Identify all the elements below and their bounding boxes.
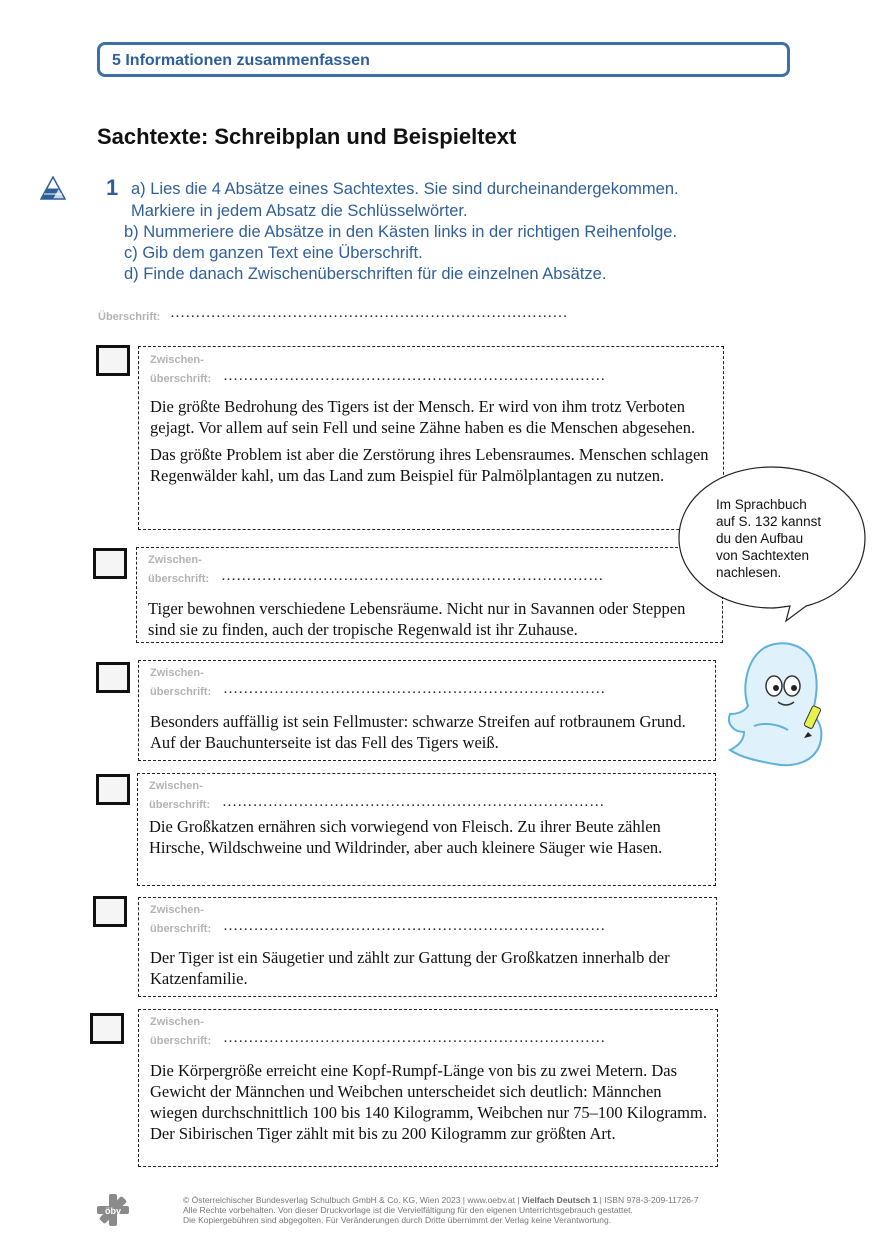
subheading-write-line[interactable]: …………………………………………………………………	[223, 918, 606, 934]
ghost-mascot-icon	[724, 640, 836, 770]
subheading-label-line2: überschrift:	[150, 686, 212, 698]
subheading-write-line[interactable]: …………………………………………………………………	[223, 681, 606, 697]
footer-line-1: © Österreichischer Bundesverlag Schulbuch GmbH & Co. KG, Wien 2023 | www.oebv.at | Vielfach Deutsch 1 | ISBN 978-3-209-11726-7	[183, 1195, 699, 1205]
paragraph-box-6	[138, 1009, 718, 1167]
task-instruction-b: b) Nummeriere die Absätze in den Kästen links in der richtigen Reihenfolge.	[124, 223, 678, 241]
difficulty-level-icon	[40, 176, 66, 200]
subheading-label-line1: Zwischen-	[150, 1016, 204, 1028]
paragraph-sentence: Die Körpergröße erreicht eine Kopf-Rumpf-Länge von bis zu zwei Metern. Das Gewicht der Männchen und Weibchen unterscheidet sich deutlich: Männchen wiegen durchschnittlich 100 bis 140 Kilogramm, Weibchen nur 75–100 Kilogramm. Der Sibirischen Tiger zählt mit bis zu 200 Kilogramm zur größten Art.	[150, 1061, 707, 1143]
paragraph-box-5	[138, 897, 717, 997]
subheading-label-line2: überschrift:	[148, 573, 210, 585]
subheading-label-line1: Zwischen-	[150, 904, 204, 916]
subheading-label-line1: Zwischen-	[150, 354, 204, 366]
oebv-logo-text: öbv	[104, 1206, 122, 1216]
subheading-label-line2: überschrift:	[149, 799, 211, 811]
footer-line-2: Alle Rechte vorbehalten. Von dieser Druckvorlage ist die Vervielfältigung für den eigenen Unterrichtsgebrauch gestattet.	[183, 1205, 633, 1215]
subheading-write-line[interactable]: …………………………………………………………………	[223, 1030, 606, 1046]
paragraph-sentence: Besonders auffällig ist sein Fellmuster: schwarze Streifen auf rotbraunem Grund. Auf der Bauchunterseite ist das Fell des Tigers weiß.	[150, 712, 686, 752]
speech-bubble-text: Im Sprachbuch auf S. 132 kannst du den Aufbau von Sachtexten nachlesen.	[716, 497, 822, 580]
subheading-label-line1: Zwischen-	[149, 780, 203, 792]
subheading-label-line2: überschrift:	[150, 1035, 212, 1047]
task-instruction-c: c) Gib dem ganzen Text eine Überschrift.	[124, 244, 423, 262]
title-write-line[interactable]: ……………………………………………………………………	[170, 305, 568, 321]
footer-line-3: Die Kopiergebühren sind abgegolten. Für Veränderungen durch Dritte übernimmt der Verlag keine Verantwortung.	[183, 1215, 612, 1225]
order-number-box-2[interactable]	[93, 548, 127, 579]
oebv-logo-icon	[96, 1193, 130, 1227]
paragraph-box-1	[138, 346, 724, 530]
paragraph-text	[149, 816, 707, 864]
subheading-write-line[interactable]: …………………………………………………………………	[223, 368, 606, 384]
order-number-box-3[interactable]	[96, 662, 130, 693]
paragraph-sentence: Das größte Problem ist aber die Zerstörung ihres Lebensraumes. Menschen schlagen Regenwälder kahl, um das Land zum Beispiel für Palmölplantagen zu nutzen.	[150, 445, 709, 485]
subheading-write-line[interactable]: …………………………………………………………………	[221, 568, 604, 584]
paragraph-box-2	[136, 547, 723, 643]
order-number-box-4[interactable]	[96, 774, 130, 805]
section-header-title: 5 Informationen zusammenfassen	[112, 52, 370, 69]
paragraph-text	[150, 1060, 709, 1150]
paragraph-text	[150, 947, 708, 995]
paragraph-text	[148, 598, 714, 646]
task-number: 1	[106, 175, 119, 200]
subheading-label-line1: Zwischen-	[148, 554, 202, 566]
subheading-label-line2: überschrift:	[150, 923, 212, 935]
subheading-label-line2: überschrift:	[150, 373, 212, 385]
paragraph-sentence: Die größte Bedrohung des Tigers ist der Mensch. Er wird von ihm trotz Verboten gejagt. Vor allem auf sein Fell und seine Zähne haben es die Menschen abgesehen.	[150, 397, 696, 437]
subheading-label-line1: Zwischen-	[150, 667, 204, 679]
title-field-label: Überschrift:	[98, 311, 161, 323]
page-title: Sachtexte: Schreibplan und Beispieltext	[97, 124, 517, 149]
paragraph-text	[150, 711, 707, 759]
task-instruction-a2: Markiere in jedem Absatz die Schlüsselwörter.	[131, 202, 468, 220]
paragraph-box-4	[137, 773, 716, 886]
order-number-box-1[interactable]	[96, 345, 130, 376]
paragraph-sentence: Der Tiger ist ein Säugetier und zählt zur Gattung der Großkatzen innerhalb der Katzenfamilie.	[150, 948, 670, 988]
paragraph-sentence: Tiger bewohnen verschiedene Lebensräume. Nicht nur in Savannen oder Steppen sind sie zu finden, auch der tropische Regenwald ist ihr Zuhause.	[148, 599, 686, 639]
footer-copyright	[183, 1195, 699, 1225]
subheading-write-line[interactable]: …………………………………………………………………	[222, 794, 605, 810]
paragraph-text	[150, 396, 715, 492]
order-number-box-6[interactable]	[90, 1013, 124, 1044]
paragraph-box-3	[138, 660, 716, 761]
paragraph-sentence: Die Großkatzen ernähren sich vorwiegend von Fleisch. Zu ihrer Beute zählen Hirsche, Wildschweine und Wildrinder, aber auch kleinere Säuger wie Hasen.	[149, 817, 663, 857]
task-instruction-a: a) Lies die 4 Absätze eines Sachtextes. Sie sind durcheinandergekommen.	[131, 180, 679, 198]
task-instruction-d: d) Finde danach Zwischenüberschriften für die einzelnen Absätze.	[124, 265, 607, 283]
section-header	[97, 42, 790, 77]
order-number-box-5[interactable]	[93, 896, 127, 927]
